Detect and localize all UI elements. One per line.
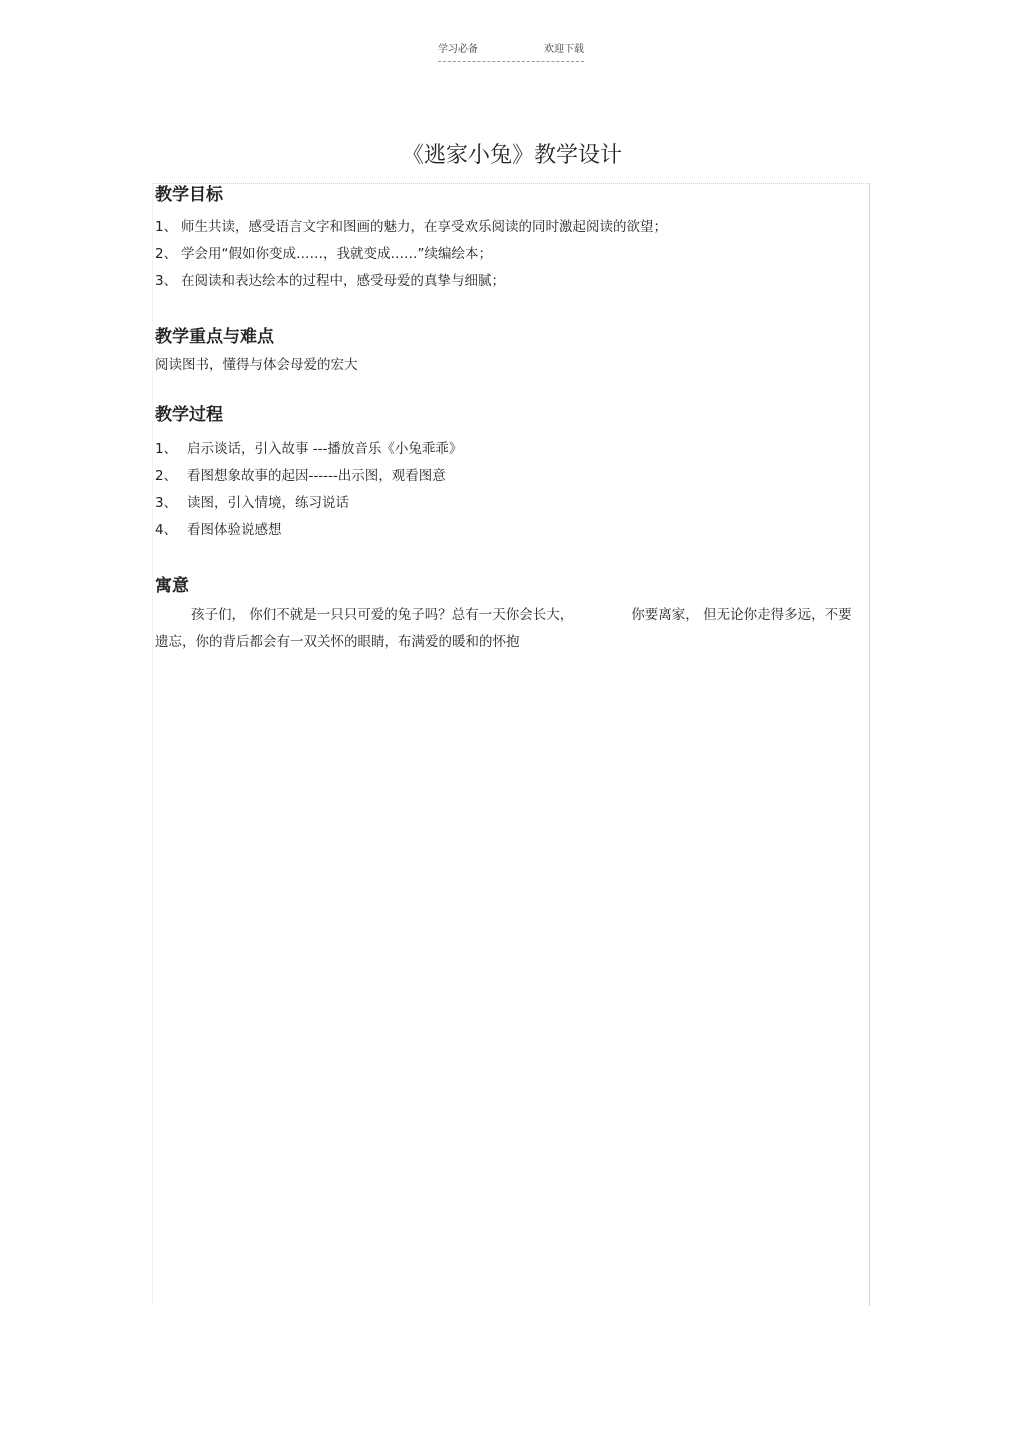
list-item: 3、 在阅读和表达绘本的过程中，感受母爱的真挚与细腻；: [155, 273, 505, 289]
header-left-text: 学习必备: [438, 44, 478, 55]
focus-text: 阅读图书，懂得与体会母爱的宏大: [155, 357, 358, 373]
goals-list: [155, 214, 860, 295]
list-item: 3、 读图，引入情境，练习说话: [155, 495, 349, 511]
list-item: 2、 看图想象故事的起因------出示图，观看图意: [155, 468, 446, 484]
document-title: 《逃家小兔》教学设计: [401, 143, 622, 168]
list-item: 1、 师生共读，感受语言文字和图画的魅力，在享受欢乐阅读的同时激起阅读的欲望；: [155, 219, 667, 235]
meaning-paragraph: 孩子们， 你们不就是一只只可爱的兔子吗？总有一天你会长大， 你要离家， 但无论你走得多远，不要遗忘，你的背后都会有一双关怀的眼睛，布满爱的暖和的怀抱: [155, 607, 852, 650]
section-title-goals: 教学目标: [155, 185, 223, 205]
process-list: [155, 436, 860, 544]
page-header: [438, 40, 584, 62]
list-item: 1、 启示谈话，引入故事 ---播放音乐《小兔乖乖》: [155, 441, 463, 457]
header-right-text: 欢迎下载: [544, 44, 584, 55]
list-item: 2、 学会用“假如你变成……，我就变成……”续编绘本；: [155, 246, 492, 262]
section-title-meaning: 寓意: [155, 576, 189, 596]
list-item: 4、 看图体验说感想: [155, 522, 282, 538]
section-title-focus: 教学重点与难点: [155, 327, 274, 347]
document-body: [155, 183, 860, 656]
section-title-process: 教学过程: [155, 405, 223, 425]
